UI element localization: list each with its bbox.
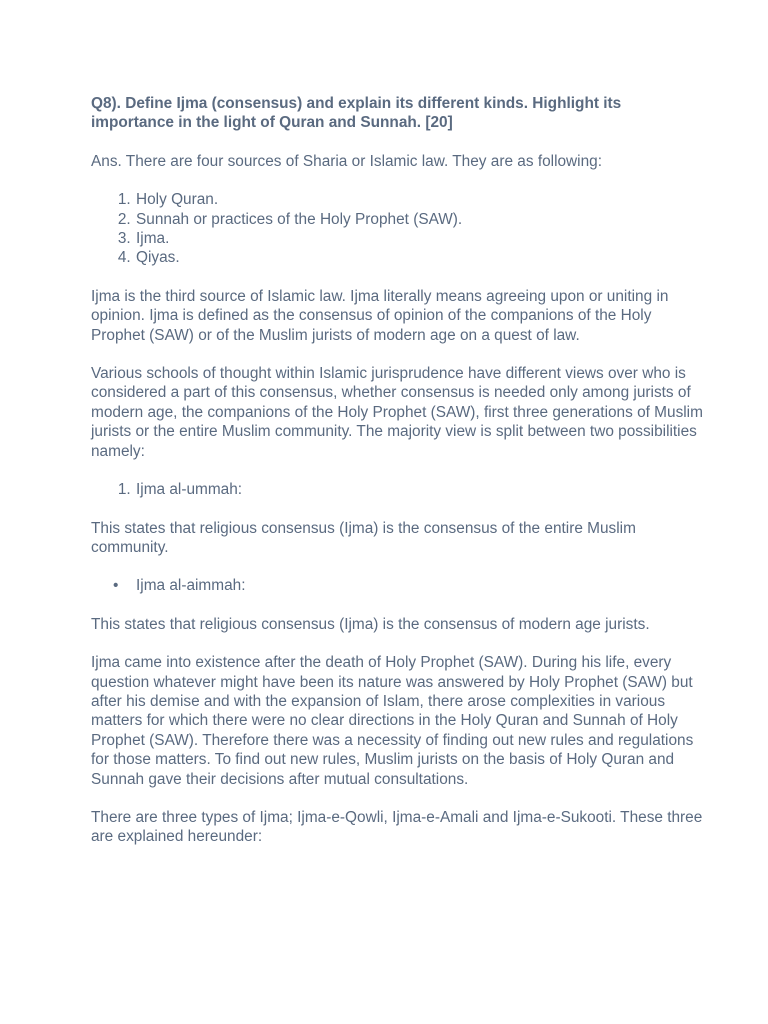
aimmah-list — [91, 576, 708, 595]
aimmah-paragraph: This states that religious consensus (Ijma) is the consensus of modern age jurists. — [91, 615, 650, 633]
history-paragraph: Ijma came into existence after the death of Holy Prophet (SAW). During his life, every question whatever might have been its nature was answered by Holy Prophet (SAW) but after his demise and with the expansion of Islam, there arose complexities in various matters for which there were no clear directions in the Holy Quran and Sunnah of Holy Prophet (SAW). Therefore there was a necessity of finding out new rules and regulations for those matters. To find out new rules, Muslim jurists on the basis of Holy Quran and Sunnah gave their decisions after mutual consultations. — [91, 654, 694, 788]
views-paragraph: Various schools of thought within Islamic jurisprudence have different views over who is considered a part of this consensus, whether consensus is needed only among jurists of modern age, the companions of the Holy Prophet (SAW), first three generations of Muslim jurists or the entire Muslim community. The majority view is split between two possibilities namely: — [91, 365, 703, 460]
list-item: 3. Ijma. — [135, 229, 708, 248]
answer-intro: Ans. There are four sources of Sharia or Islamic law. They are as following: — [91, 152, 602, 170]
list-item: 2. Sunnah or practices of the Holy Prophet (SAW). — [135, 210, 708, 229]
list-item: 4. Qiyas. — [135, 248, 708, 267]
ummah-paragraph: This states that religious consensus (Ijma) is the consensus of the entire Muslim community. — [91, 519, 636, 556]
aimmah-label: Ijma al-aimmah: — [136, 577, 246, 595]
question-heading: Q8). Define Ijma (consensus) and explain its different kinds. Highlight its importance in the light of Quran and Sunnah. [20] — [91, 95, 622, 132]
sources-list — [91, 190, 708, 268]
bullet-icon: • — [113, 577, 119, 595]
types-paragraph: There are three types of Ijma; Ijma-e-Qowli, Ijma-e-Amali and Ijma-e-Sukooti. These three are explained hereunder: — [91, 808, 703, 846]
list-item: 1. Ijma al-ummah: — [135, 480, 708, 499]
possibility-list — [91, 480, 708, 499]
definition-paragraph: Ijma is the third source of Islamic law. Ijma literally means agreeing upon or uniting in opinion. Ijma is defined as the consensus of opinion of the companions of the Holy Prophet (SAW) or of the Muslim jurists of modern age on a quest of law. — [91, 287, 669, 344]
list-item — [113, 576, 708, 595]
list-item: 1. Holy Quran. — [135, 190, 708, 209]
